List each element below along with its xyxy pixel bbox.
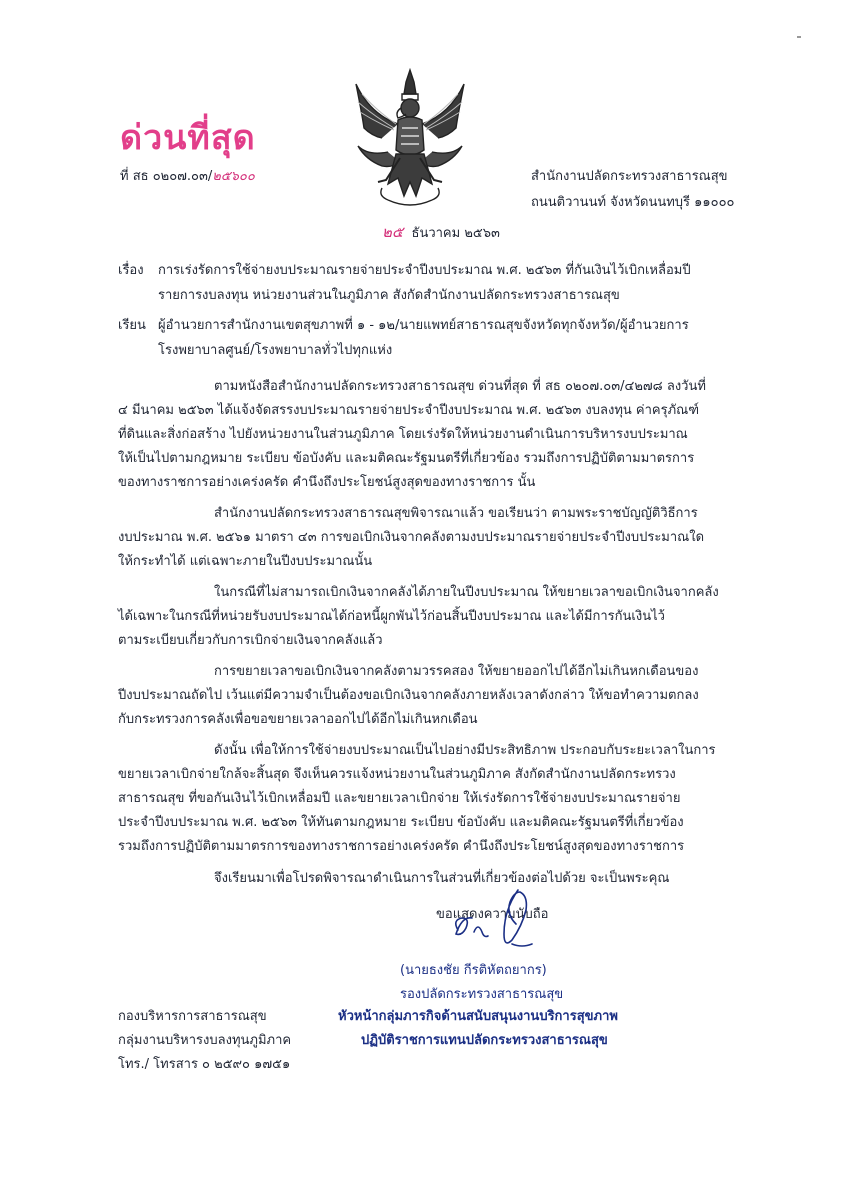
body-line: ให้เป็นไปตามกฎหมาย ระเบียบ ข้อบังคับ และมติคณะรัฐมนตรีที่เกี่ยวข้อง รวมถึงการปฏิบัติตามมาตรการ <box>118 451 695 466</box>
body-line: ที่ดินและสิ่งก่อสร้าง ไปยังหน่วยงานในส่วนภูมิภาค โดยเร่งรัดให้หน่วยงานดำเนินการบริหารงบประมาณ <box>118 427 688 442</box>
date-day-handwritten: ๒๕ <box>382 223 404 241</box>
handwritten-signature <box>440 882 560 962</box>
document-number <box>120 168 255 185</box>
document-number-handwritten: ๒๕๖๐๐ <box>212 169 255 184</box>
closing-salutation: ขอแสดงความนับถือ <box>436 907 549 922</box>
body-line: ปีงบประมาณถัดไป เว้นแต่มีความจำเป็นต้องขอเบิกเงินจากคลังภายหลังเวลาดังกล่าว ให้ขอทำความตกลง <box>118 688 699 703</box>
body-line: สาธารณสุข ที่ขอกันเงินไว้เบิกเหลื่อมปี และขยายเวลาเบิกจ่าย ให้เร่งรัดการใช้จ่ายงบประมาณรายจ่าย <box>118 791 681 806</box>
to-line-1: ผู้อำนวยการสำนักงานเขตสุขภาพที่ ๑ - ๑๒/นายแพทย์สาธารณสุขจังหวัดทุกจังหวัด/ผู้อำนวยการ <box>158 318 689 333</box>
signer-role-1: หัวหน้ากลุ่มภารกิจด้านสนับสนุนงานบริการสุขภาพ <box>338 1009 618 1024</box>
body-line: ๔ มีนาคม ๒๕๖๓ ได้แจ้งจัดสรรงบประมาณรายจ่ายประจำปีงบประมาณ พ.ศ. ๒๕๖๓ งบลงทุน ค่าครุภัณฑ์ <box>118 403 700 418</box>
org-address: ถนนติวานนท์ จังหวัดนนทบุรี ๑๑๐๐๐ <box>531 195 735 210</box>
body-line: งบประมาณ พ.ศ. ๒๕๖๑ มาตรา ๔๓ การขอเบิกเงินจากคลังตามงบประมาณรายจ่ายประจำปีงบประมาณใด <box>118 530 705 545</box>
subject-label: เรื่อง <box>118 263 144 278</box>
body-line: กับกระทรวงการคลังเพื่อขอขยายเวลาออกไปได้อีกไม่เกินหกเดือน <box>118 712 478 727</box>
body-line: การขยายเวลาขอเบิกเงินจากคลังตามวรรคสอง ให้ขยายออกไปได้อีกไม่เกินหกเดือนของ <box>214 664 699 679</box>
to-line-2: โรงพยาบาลศูนย์/โรงพยาบาลทั่วไปทุกแห่ง <box>158 343 393 358</box>
document-date <box>382 224 500 242</box>
body-line: ตามหนังสือสำนักงานปลัดกระทรวงสาธารณสุข ด่วนที่สุด ที่ สธ ๐๒๐๗.๐๓/๔๒๗๘ ลงวันที่ <box>214 379 706 394</box>
body-line: จึงเรียนมาเพื่อโปรดพิจารณาดำเนินการในส่วนที่เกี่ยวข้องต่อไปด้วย จะเป็นพระคุณ <box>214 871 670 886</box>
body-line: ของทางราชการอย่างเคร่งครัด คำนึงถึงประโยชน์สูงสุดของทางราชการ นั้น <box>118 475 536 490</box>
document-number-prefix: ที่ สธ ๐๒๐๗.๐๓/ <box>120 169 213 184</box>
subject-line-1: การเร่งรัดการใช้จ่ายงบประมาณรายจ่ายประจำปีงบประมาณ พ.ศ. ๒๕๖๓ ที่กันเงินไว้เบิกเหลื่อมปี <box>158 263 691 278</box>
body-line: ประจำปีงบประมาณ พ.ศ. ๒๕๖๓ ให้ทันตามกฎหมาย ระเบียบ ข้อบังคับ และมติคณะรัฐมนตรีที่เกี่ยวข้อง <box>118 815 684 830</box>
footer-group: กลุ่มงานบริหารงบลงทุนภูมิภาค <box>118 1033 292 1048</box>
signer-name: (นายธงชัย กีรติหัตถยากร) <box>400 963 547 978</box>
signer-title: รองปลัดกระทรวงสาธารณสุข <box>400 987 564 1002</box>
body-line: ในกรณีที่ไม่สามารถเบิกเงินจากคลังได้ภายในปีงบประมาณ ให้ขยายเวลาขอเบิกเงินจากคลัง <box>214 585 719 600</box>
body-line: สำนักงานปลัดกระทรวงสาธารณสุขพิจารณาแล้ว ขอเรียนว่า ตามพระราชบัญญัติวิธีการ <box>214 506 698 521</box>
body-line: ให้กระทำได้ แต่เฉพาะภายในปีงบประมาณนั้น <box>118 554 373 569</box>
footer-division: กองบริหารการสาธารณสุข <box>118 1009 267 1024</box>
body-line: ได้เฉพาะในกรณีที่หน่วยรับงบประมาณได้ก่อหนี้ผูกพันไว้ก่อนสิ้นปีงบประมาณ และได้มีการกันเงินไว้ <box>118 609 665 624</box>
scan-mark <box>797 36 801 38</box>
body-line: รวมถึงการปฏิบัติตามมาตรการของทางราชการอย่างเคร่งครัด คำนึงถึงประโยชน์สูงสุดของทางราชการ <box>118 839 685 854</box>
body-line: ตามระเบียบเกี่ยวกับการเบิกจ่ายเงินจากคลังแล้ว <box>118 633 383 648</box>
footer-phone: โทร./ โทรสาร ๐ ๒๕๙๐ ๑๗๕๑ <box>118 1057 291 1072</box>
signer-role-2: ปฏิบัติราชการแทนปลัดกระทรวงสาธารณสุข <box>361 1033 608 1048</box>
garuda-emblem <box>348 68 472 210</box>
to-label: เรียน <box>118 318 146 333</box>
subject-line-2: รายการงบลงทุน หน่วยงานส่วนในภูมิภาค สังกัดสำนักงานปลัดกระทรวงสาธารณสุข <box>158 288 620 303</box>
date-month-year: ธันวาคม ๒๕๖๓ <box>411 226 500 241</box>
body-line: ดังนั้น เพื่อให้การใช้จ่ายงบประมาณเป็นไปอย่างมีประสิทธิภาพ ประกอบกับระยะเวลาในการ <box>214 743 716 758</box>
org-name: สำนักงานปลัดกระทรวงสาธารณสุข <box>531 169 728 184</box>
body-line: ขยายเวลาเบิกจ่ายใกล้จะสิ้นสุด จึงเห็นควรแจ้งหน่วยงานในส่วนภูมิภาค สังกัดสำนักงานปลัดกระทรวง <box>118 767 676 782</box>
urgency-stamp: ด่วนที่สุด <box>120 118 256 158</box>
